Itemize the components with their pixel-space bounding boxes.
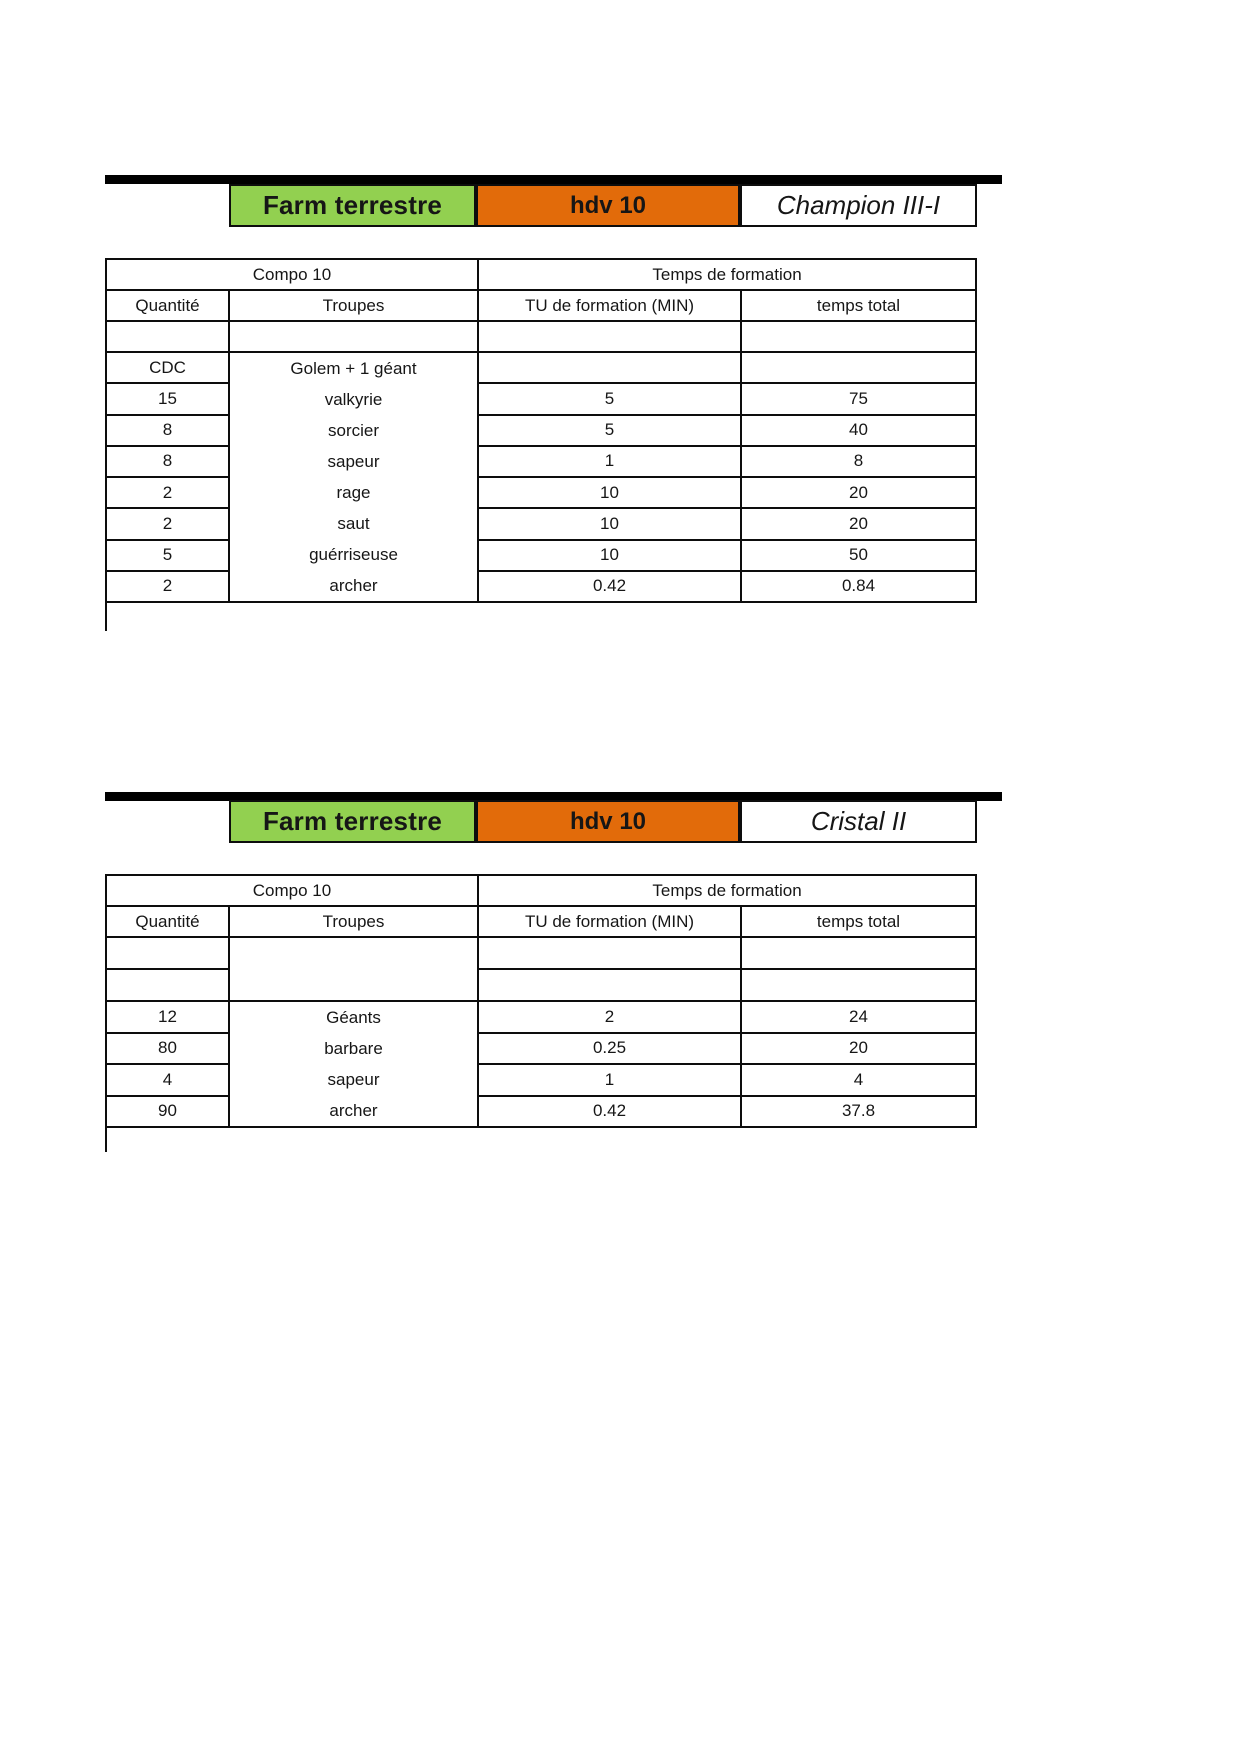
quantity-cell: 4 [106, 1064, 229, 1096]
troop-name: barbare [324, 1038, 383, 1058]
column-header-troops: Troupes [229, 906, 478, 937]
table-left-tick [105, 1122, 107, 1152]
troop-name: sorcier [327, 420, 379, 440]
troop-name: Golem + 1 géant [290, 358, 417, 378]
column-header-total: temps total [741, 290, 976, 321]
gray-spacer-cell [741, 969, 976, 1001]
column-header-troops: Troupes [229, 290, 478, 321]
troops-column-cell [229, 352, 478, 602]
quantity-cell: 15 [106, 383, 229, 414]
troop-name: guérriseuse [309, 544, 398, 564]
troop-name: valkyrie [324, 389, 383, 409]
tu-cell: 0.42 [478, 1096, 741, 1128]
total-cell: 20 [741, 508, 976, 539]
total-cell: 20 [741, 477, 976, 508]
quantity-cell: 2 [106, 508, 229, 539]
total-cell: 8 [741, 446, 976, 477]
quantity-cell: 2 [106, 477, 229, 508]
gray-spacer-cell [741, 937, 976, 969]
total-cell: 40 [741, 415, 976, 446]
quantity-cell: 8 [106, 446, 229, 477]
townhall-cell [476, 800, 740, 843]
troop-name: Géants [326, 1007, 381, 1027]
compo-title-cell: Compo 10 [106, 875, 478, 906]
quantity-cell: 90 [106, 1096, 229, 1128]
troop-name: sapeur [327, 1069, 380, 1089]
quantity-cell: 2 [106, 571, 229, 602]
tu-cell: 5 [478, 383, 741, 414]
troop-name: archer [329, 1100, 378, 1120]
gray-spacer-cell [106, 969, 229, 1001]
quantity-cell: 12 [106, 1001, 229, 1033]
category-label: Farm terrestre [262, 806, 443, 836]
tu-cell: 1 [478, 1064, 741, 1096]
total-cell: 75 [741, 383, 976, 414]
gray-spacer-cell [229, 937, 478, 1001]
league-label: Champion III-I [776, 190, 941, 220]
column-header-quantity: Quantité [106, 290, 229, 321]
total-cell: 0.84 [741, 571, 976, 602]
quantity-cell: 5 [106, 540, 229, 571]
townhall-label: hdv 10 [569, 191, 647, 219]
tu-cell: 10 [478, 540, 741, 571]
townhall-label: hdv 10 [569, 807, 647, 835]
compo-table [105, 258, 977, 603]
troops-column-cell [229, 1001, 478, 1127]
tu-cell: 2 [478, 1001, 741, 1033]
category-label: Farm terrestre [262, 190, 443, 220]
column-header-quantity: Quantité [106, 906, 229, 937]
tu-cell: 10 [478, 477, 741, 508]
gray-spacer-cell [229, 321, 478, 352]
tu-cell: 1 [478, 446, 741, 477]
total-cell: 37.8 [741, 1096, 976, 1128]
tu-cell: 0.42 [478, 571, 741, 602]
gray-spacer-cell [478, 352, 741, 383]
troop-name: archer [329, 575, 378, 595]
gray-spacer-cell [106, 321, 229, 352]
gray-spacer-cell [478, 937, 741, 969]
section-divider-bar [105, 175, 1002, 184]
total-cell: 20 [741, 1033, 976, 1065]
gray-spacer-cell [478, 321, 741, 352]
total-cell: 50 [741, 540, 976, 571]
gray-spacer-cell [106, 937, 229, 969]
table-left-tick [105, 601, 107, 631]
tu-cell: 0.25 [478, 1033, 741, 1065]
compo-table [105, 874, 977, 1128]
column-header-tu: TU de formation (MIN) [478, 906, 741, 937]
time-title-cell: Temps de formation [478, 259, 976, 290]
quantity-cell: 8 [106, 415, 229, 446]
quantity-cell: CDC [106, 352, 229, 383]
tu-cell: 5 [478, 415, 741, 446]
league-label: Cristal II [810, 806, 907, 836]
gray-spacer-cell [478, 969, 741, 1001]
league-cell [740, 800, 977, 843]
gray-spacer-cell [741, 352, 976, 383]
townhall-cell [476, 184, 740, 227]
tu-cell: 10 [478, 508, 741, 539]
troop-name: saut [337, 513, 370, 533]
time-title-cell: Temps de formation [478, 875, 976, 906]
troop-name: rage [336, 482, 371, 502]
quantity-cell: 80 [106, 1033, 229, 1065]
column-header-total: temps total [741, 906, 976, 937]
category-cell [229, 800, 476, 843]
total-cell: 24 [741, 1001, 976, 1033]
column-header-tu: TU de formation (MIN) [478, 290, 741, 321]
gray-spacer-cell [741, 321, 976, 352]
category-cell [229, 184, 476, 227]
total-cell: 4 [741, 1064, 976, 1096]
league-cell [740, 184, 977, 227]
troop-name: sapeur [327, 451, 380, 471]
compo-title-cell: Compo 10 [106, 259, 478, 290]
